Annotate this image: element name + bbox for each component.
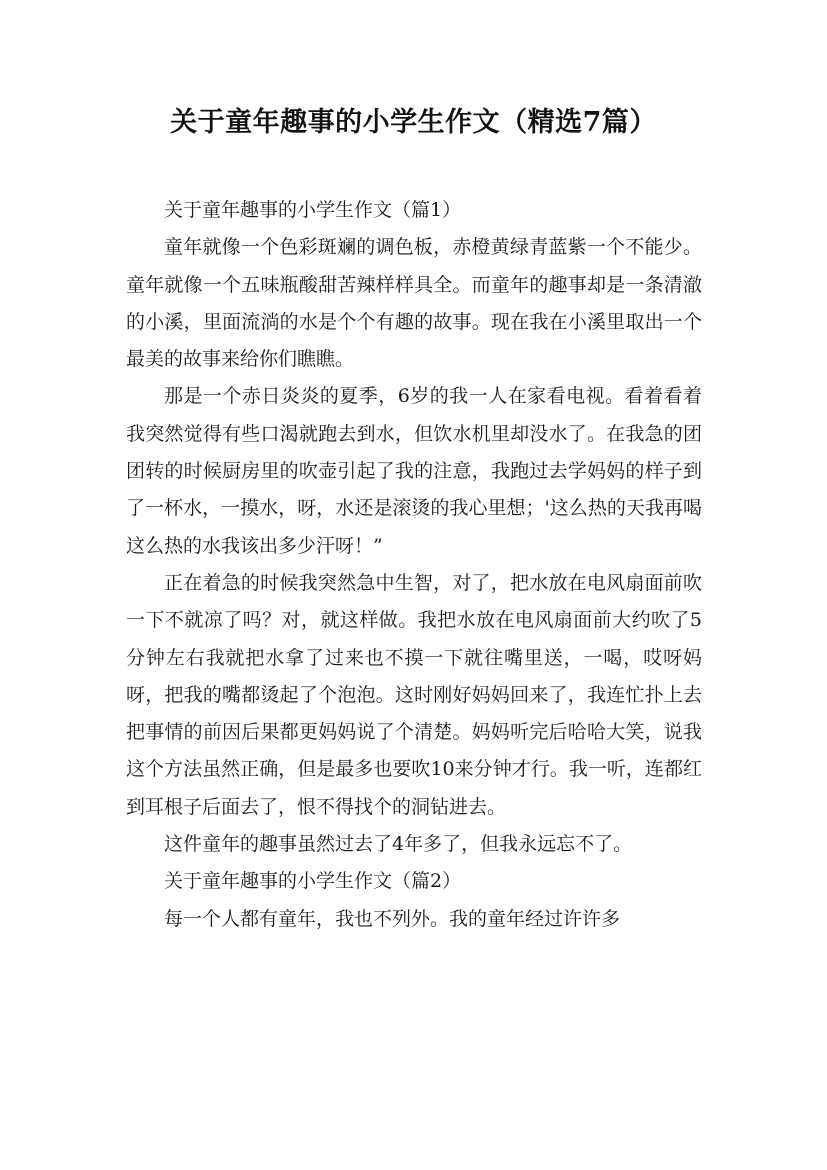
paragraph: 每一个人都有童年，我也不列外。我的童年经过许许多 bbox=[164, 907, 621, 930]
paragraph: 正在着急的时候我突然急中生智，对了，把水放在电风扇面前吹一下不就凉了吗？对，就这样做。我把水放在电风扇面前大约吹了5分钟左右我就把水拿了过来也不摸一下就往嘴里送，一喝，哎呀妈呀，把我的嘴都烫起了个泡泡。这时刚好妈妈回来了，我连忙扑上去把事情的前因后果都更妈妈说了个清楚。妈妈听完后哈哈大笑，说我这个方法虽然正确，但是最多也要吹10来分钟才行。我一听，连都红到耳根子后面去了，恨不得找个的洞钻进去。 bbox=[126, 571, 702, 818]
document-body bbox=[126, 192, 702, 938]
paragraph: 童年就像一个色彩斑斓的调色板，赤橙黄绿青蓝紫一个不能少。童年就像一个五味瓶酸甜苦辣样样具全。而童年的趣事却是一条清澈的小溪，里面流淌的水是个个有趣的故事。现在我在小溪里取出一个最美的故事来给你们瞧瞧。 bbox=[126, 236, 702, 371]
paragraph: 这件童年的趣事虽然过去了4年多了，但我永远忘不了。 bbox=[164, 833, 633, 856]
section-heading-2: 关于童年趣事的小学生作文（篇2） bbox=[164, 870, 462, 893]
page-title: 关于童年趣事的小学生作文（精选7篇） bbox=[170, 107, 657, 138]
section-heading-1: 关于童年趣事的小学生作文（篇1） bbox=[164, 199, 462, 221]
paragraph: 那是一个赤日炎炎的夏季，6岁的我一人在家看电视。看着看着我突然觉得有些口渴就跑去到水，但饮水机里却没水了。在我急的团团转的时候厨房里的吹壶引起了我的注意，我跑过去学妈妈的样子到了一杯水，一摸水，呀，水还是滚烫的我心里想；'这么热的天我再喝这么热的水我该出多少汗呀！” bbox=[126, 385, 702, 557]
